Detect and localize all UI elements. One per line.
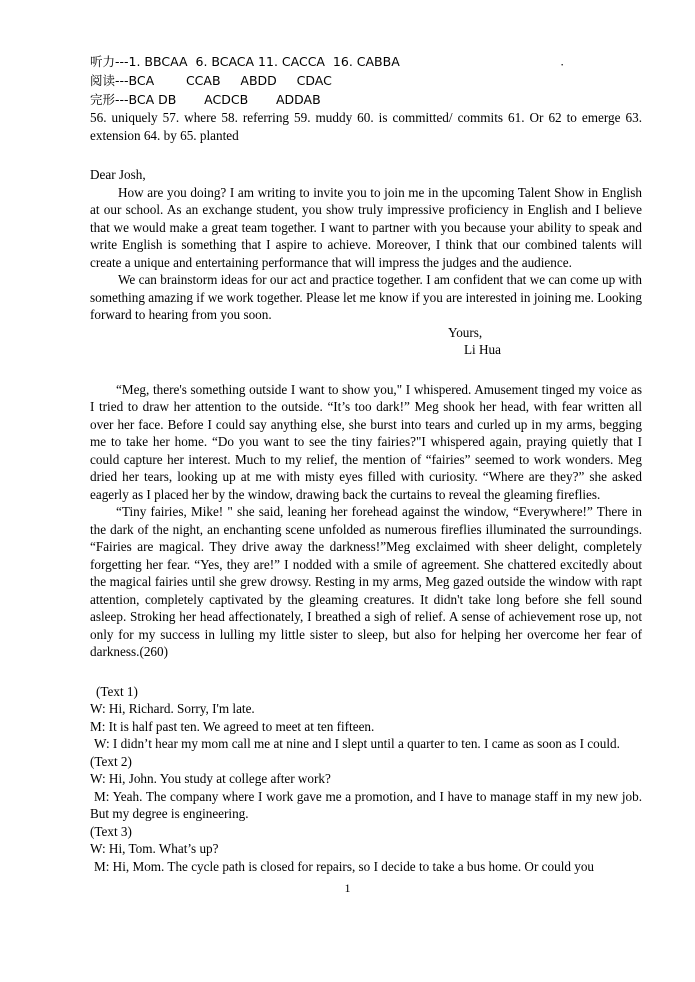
script-line-3-2: M: Hi, Mom. The cycle path is closed for repairs, so I decide to take a bus home. Or could you bbox=[94, 858, 595, 874]
script-group-1 bbox=[90, 683, 642, 753]
stray-mark: · bbox=[560, 57, 565, 72]
answer-cloze: 完形---BCA DB ACDCB ADDAB bbox=[90, 92, 321, 107]
letter-salutation: Dear Josh, bbox=[90, 167, 146, 182]
document-body bbox=[90, 52, 642, 875]
answer-reading: 阅读---BCA CCAB ABDD CDAC bbox=[90, 73, 332, 88]
answer-key-section bbox=[90, 52, 642, 144]
letter-closing: Yours, bbox=[448, 324, 483, 340]
script-line-1-3: W: I didn’t hear my mom call me at nine and I slept until a quarter to ten. I came as soon as I could. bbox=[94, 736, 620, 751]
letter-closing-block bbox=[90, 324, 642, 359]
letter-paragraph-1: How are you doing? I am writing to invite you to join me in the upcoming Talent Show in English at our school. As an exchange student, you show truly impressive proficiency in English and I believe that we would make a great team together. I want to partner with you because your ability to speak and write English is something that I aspire to achieve. Moreover, I think that our combined talents will create a unique and entertaining performance that will impress the judges and the audience. bbox=[90, 184, 642, 270]
script-line-1-2: M: It is half past ten. We agreed to meet at ten fifteen. bbox=[90, 718, 375, 734]
script-line-3-1: W: Hi, Tom. What’s up? bbox=[90, 841, 219, 856]
script-heading-1: (Text 1) bbox=[96, 683, 138, 699]
script-group-3 bbox=[90, 823, 642, 876]
story-paragraph-1: “Meg, there's something outside I want to show you," I whispered. Amusement tinged my voice as I tried to draw her attention to the outside. “It’s too dark!” Meg shook her head, with fear written all over her face. Before I could say anything else, she burst into tears and curled up in my arms, begging me to take her home. “Do you want to see the tiny fairies?"I whispered again, praying quietly that I could capture her interest. Much to my relief, the mention of “fairies” seemed to work wonders. Meg dried her tears, looking up at me with misty eyes filled with curiosity. “Where are they?” she asked eagerly as I placed her by the window, drawing back the curtains to reveal the gleaming fireflies. bbox=[90, 381, 642, 502]
answer-fill-in-blanks: 56. uniquely 57. where 58. referring 59. muddy 60. is committed/ commits 61. Or 62 to emerge 63. extension 64. by 65. planted bbox=[90, 110, 642, 143]
answer-listening: 听力---1. BBCAA 6. BCACA 11. CACCA 16. CABBA bbox=[90, 54, 400, 69]
letter-paragraph-2: We can brainstorm ideas for our act and practice together. I am confident that we can come up with something amazing if we work together. Please let me know if you are interested in joining me. Looking forward to hearing from you soon. bbox=[90, 272, 642, 322]
letter-section bbox=[90, 166, 642, 359]
letter-signature: Li Hua bbox=[464, 342, 501, 357]
listening-scripts-section bbox=[90, 683, 642, 876]
story-paragraph-2: “Tiny fairies, Mike! " she said, leaning her forehead against the window, “Everywhere!” There in the dark of the night, an enchanting scene unfolded as numerous fireflies illuminated the surroundings. “Fairies are magical. They drive away the darkness!”Meg exclaimed with sheer delight, completely forgetting her fear. “Yes, they are!” I nodded with a smile of agreement. She chattered excitedly about the magical fairies until she grew drowsy. Resting in my arms, Meg gazed outside the window with rapt attention, completely captivated by the gleaming creatures. It didn't take long before she fell sound asleep. Stroking her head affectionately, I breathed a sigh of relief. A sense of achievement rose up, not only for my success in lulling my little sister to sleep, but also for helping her overcome her fear of darkness.(260) bbox=[90, 504, 642, 659]
script-group-2 bbox=[90, 753, 642, 823]
script-heading-3: (Text 3) bbox=[90, 823, 132, 839]
story-section bbox=[90, 381, 642, 661]
script-heading-2: (Text 2) bbox=[90, 753, 132, 769]
script-line-2-2: M: Yeah. The company where I work gave me a promotion, and I have to manage staff in my new job. But my degree is engineering. bbox=[90, 788, 642, 821]
script-line-2-1: W: Hi, John. You study at college after work? bbox=[90, 771, 331, 786]
script-line-1-1: W: Hi, Richard. Sorry, I'm late. bbox=[90, 701, 255, 716]
page-number: 1 bbox=[344, 881, 351, 895]
